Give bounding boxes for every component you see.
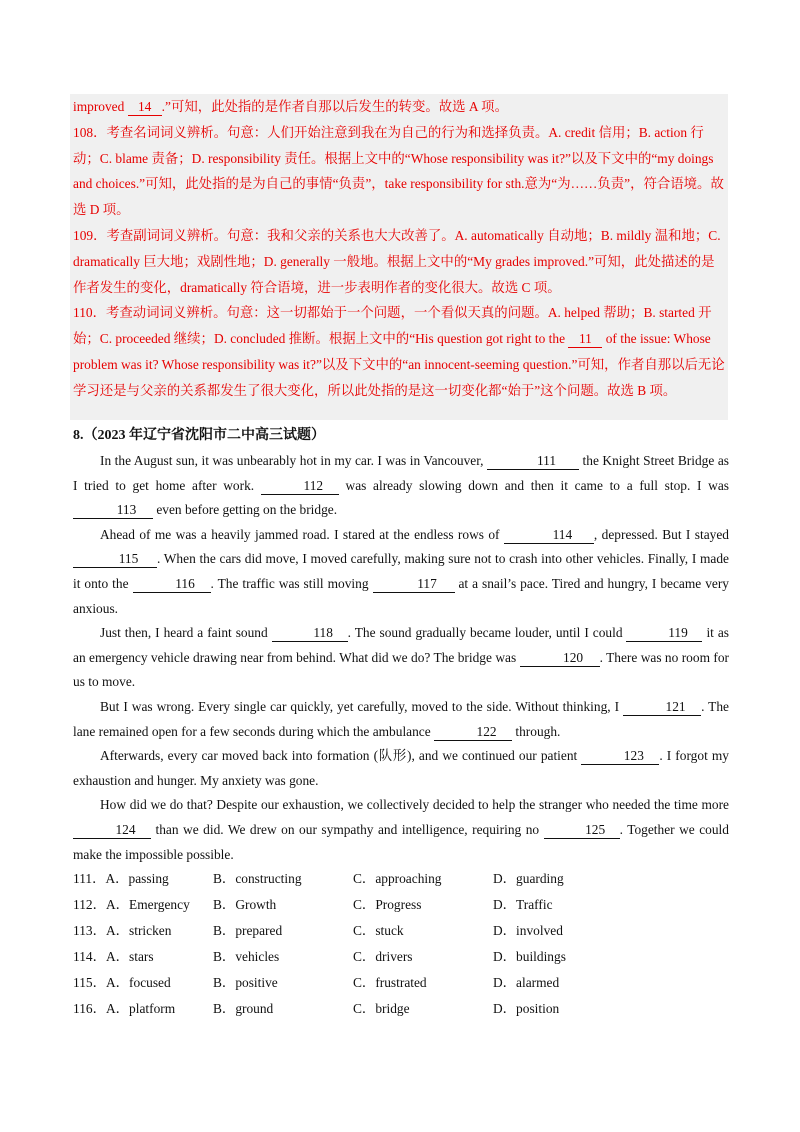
option-row-112 xyxy=(73,892,673,918)
option-c[interactable]: C．frustrated xyxy=(353,974,427,990)
option-row-116 xyxy=(73,996,673,1022)
blank-117[interactable]: 117 xyxy=(373,576,455,593)
option-c[interactable]: C．stuck xyxy=(353,922,404,938)
blank-118[interactable]: 118 xyxy=(272,625,348,642)
option-d[interactable]: D．involved xyxy=(493,922,563,938)
option-b[interactable]: B．positive xyxy=(213,974,278,990)
answer-108: 108．考查名词词义辨析。句意：人们开始注意到我在为自己的行为和选择负责。A. credit 信用；B. action 行动；C. blame 责备；D. responsibility 责任。根据上文中的“Whose responsibility was it?”以及下文中的“my doings and choices.”可知，此处指的是为自己的事情“负责”，take responsibility for sth.意为“为……负责”，符合语境。故选 D 项。 xyxy=(73,124,724,218)
option-d[interactable]: D．guarding xyxy=(493,871,564,886)
answer-109: 109．考查副词词义辨析。句意：我和父亲的关系也大大改善了。A. automatically 自动地；B. mildly 温和地；C. dramatically 巨大地；戏剧性地；D. generally 一般地。根据上文中的“My grades improved.”可知，此处描述的是作者发生的变化，dramatically 符合语境，进一步表明作者的变化很大。故选 C 项。 xyxy=(73,227,721,295)
cloze-passage xyxy=(73,449,729,867)
option-c[interactable]: C．drivers xyxy=(353,948,413,964)
passage-paragraph: How did we do that? Despite our exhaustion, we collectively decided to help the stranger who needed the time more 124 than we did. We drew on our sympathy and intelligence, requiring no 125 . Together we could make the impossible possible. xyxy=(73,797,729,862)
blank-113[interactable]: 113 xyxy=(73,502,153,519)
blank-125[interactable]: 125 xyxy=(544,822,620,839)
blank-120[interactable]: 120 xyxy=(520,650,600,667)
option-row-111 xyxy=(73,866,673,892)
option-b[interactable]: B．Growth xyxy=(213,896,277,912)
passage-paragraph: In the August sun, it was unbearably hot in my car. I was in Vancouver, 111 the Knight Street Bridge as I tried to get home after work. 112 was already slowing down and then it came to a full stop. I was 113 even before getting on the bridge. xyxy=(73,453,729,518)
blank-123[interactable]: 123 xyxy=(581,748,659,765)
blank-112[interactable]: 112 xyxy=(261,478,339,495)
options-list xyxy=(73,866,673,1021)
passage-paragraph: Ahead of me was a heavily jammed road. I stared at the endless rows of 114 , depressed. But I stayed 115 . When the cars did move, I moved carefully, making sure not to crash into other vehicles. Finally, I made it onto the 116 . The traffic was still moving 117 at a snail’s pace. Tired and hungry, I became very anxious. xyxy=(73,526,729,616)
option-c[interactable]: C．bridge xyxy=(353,1000,410,1016)
blank-119[interactable]: 119 xyxy=(626,625,702,642)
option-c[interactable]: C．Progress xyxy=(353,896,422,912)
option-d[interactable]: D．Traffic xyxy=(493,896,553,912)
option-row-115 xyxy=(73,970,673,996)
option-row-113 xyxy=(73,918,673,944)
answer-110: 110．考查动词词义辨析。句意：这一切都始于一个问题，一个看似天真的问题。A. helped 帮助；B. started 开始；C. proceeded 继续；D. concluded 推断。根据上文中的“His question got right to the 11 of the issue: Whose problem was it? Whose responsibility was it?”以及下文中的“an innocent-seeming question.”可知，作者自那以后无论学习还是与父亲的关系都发生了很大变化，所以此处指的是这一切变化都“始于”这个问题。故选 B 项。 xyxy=(73,305,725,398)
answer-line-107-tail: improved 14 .”可知，此处指的是作者自那以后发生的转变。故选 A 项。 xyxy=(73,99,508,114)
option-b[interactable]: B．vehicles xyxy=(213,948,280,964)
blank-114[interactable]: 114 xyxy=(504,527,594,544)
passage-paragraph: Afterwards, every car moved back into formation (队形), and we continued our patient 123 . I forgot my exhaustion and hunger. My anxiety was gone. xyxy=(73,748,729,788)
blank-121[interactable]: 121 xyxy=(623,699,701,716)
blank-111[interactable]: 111 xyxy=(487,453,579,470)
blank-116[interactable]: 116 xyxy=(133,576,211,593)
option-c[interactable]: C．approaching xyxy=(353,871,442,886)
option-d[interactable]: D．alarmed xyxy=(493,974,560,990)
option-row-114 xyxy=(73,944,673,970)
option-a[interactable]: 114．A．stars xyxy=(73,948,154,964)
blank-115[interactable]: 115 xyxy=(73,551,157,568)
blank-122[interactable]: 122 xyxy=(434,724,512,741)
section-heading: 8.（2023 年辽宁省沈阳市二中高三试题） xyxy=(73,428,325,443)
option-b[interactable]: B．constructing xyxy=(213,871,302,886)
passage-paragraph: Just then, I heard a faint sound 118 . The sound gradually became louder, until I could 119 it as an emergency vehicle drawing near from behind. What did we do? The bridge was 120 . There was no room for us to move. xyxy=(73,625,730,690)
option-b[interactable]: B．prepared xyxy=(213,922,283,938)
answer-blank: 11 xyxy=(568,331,602,348)
option-a[interactable]: 111．A．passing xyxy=(73,871,169,886)
answer-explanation-box xyxy=(70,94,728,420)
option-a[interactable]: 115．A．focused xyxy=(73,974,171,990)
option-b[interactable]: B．ground xyxy=(213,1000,274,1016)
answer-blank: 14 xyxy=(128,99,162,116)
blank-124[interactable]: 124 xyxy=(73,822,151,839)
option-d[interactable]: D．position xyxy=(493,1000,560,1016)
option-a[interactable]: 112．A．Emergency xyxy=(73,896,190,912)
option-d[interactable]: D．buildings xyxy=(493,948,566,964)
option-a[interactable]: 116．A．platform xyxy=(73,1000,176,1016)
passage-paragraph: But I was wrong. Every single car quickly, yet carefully, moved to the side. Without thinking, I 121 . The lane remained open for a few seconds during which the ambulance 122 through. xyxy=(73,698,729,739)
option-a[interactable]: 113．A．stricken xyxy=(73,922,172,938)
